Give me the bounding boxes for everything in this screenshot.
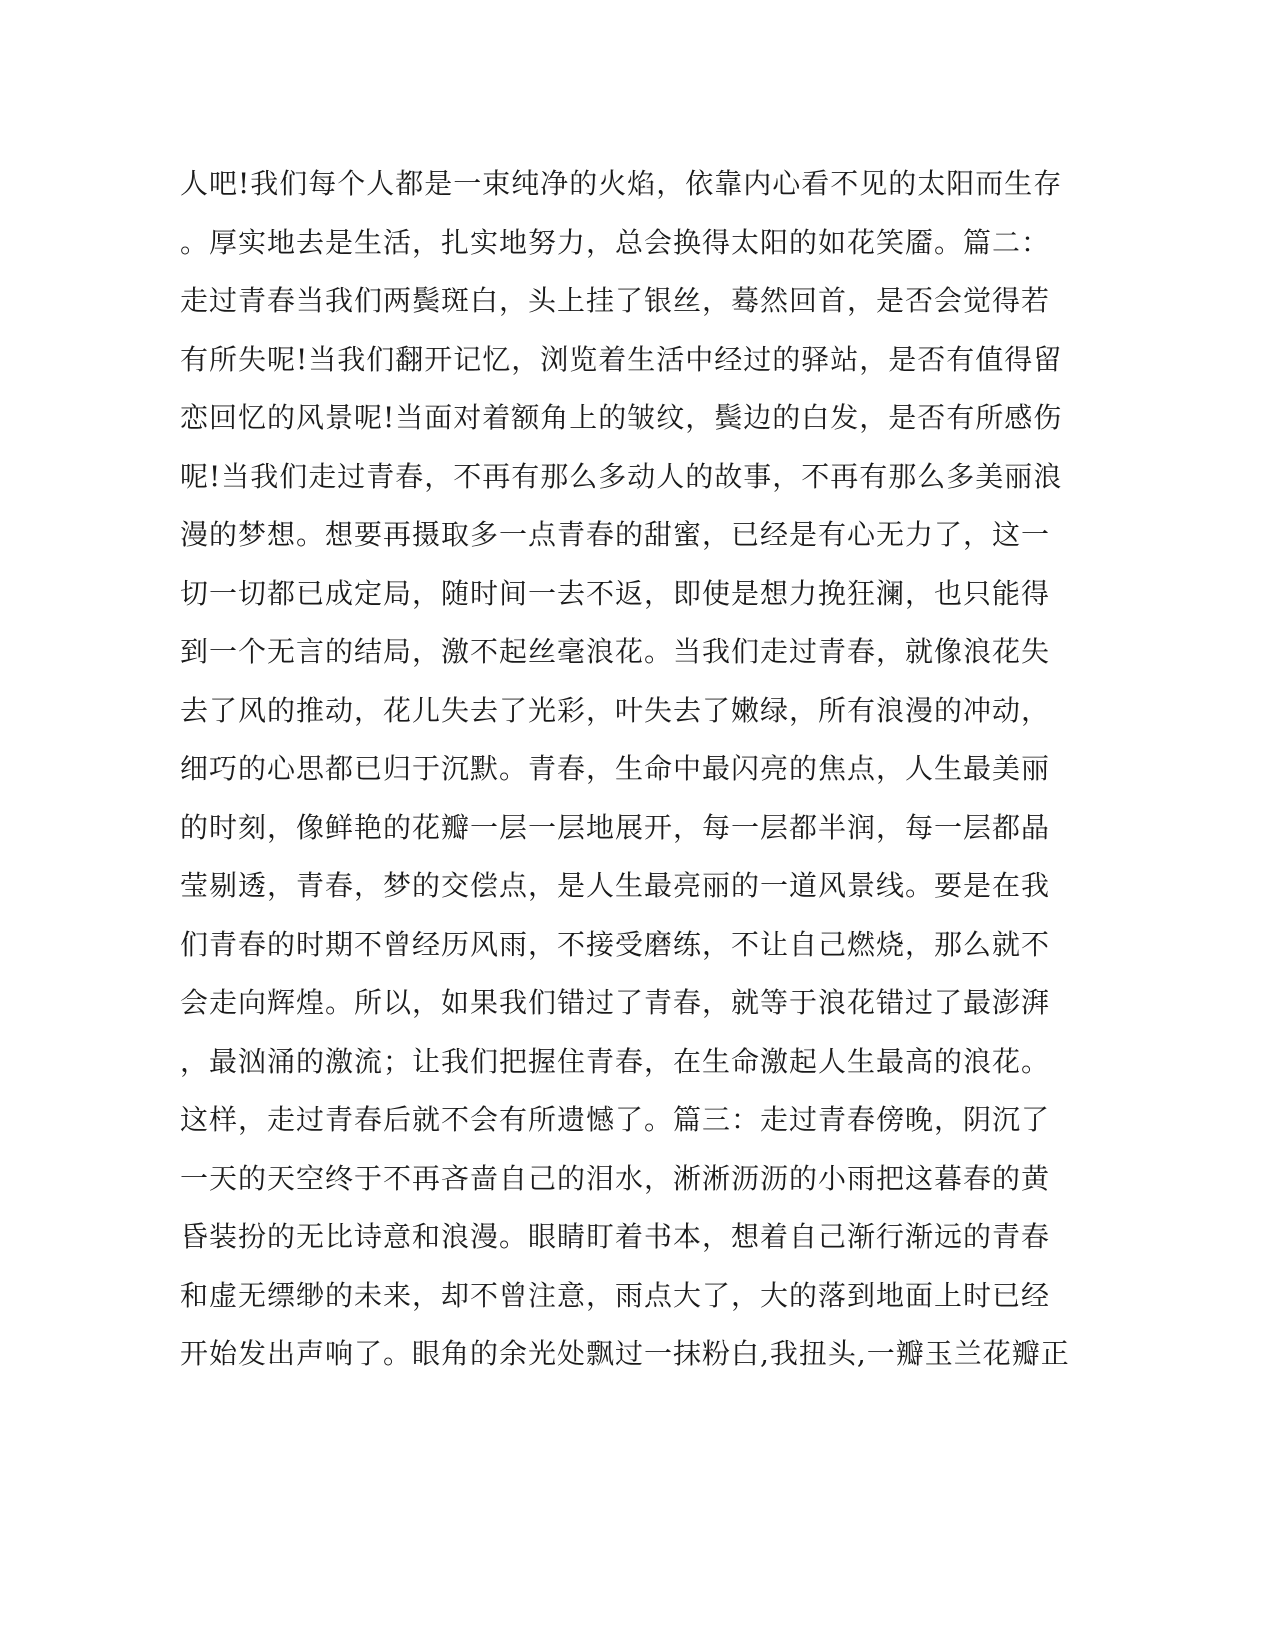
text-line: 漫的梦想。想要再摄取多一点青春的甜蜜，已经是有心无力了，这一: [180, 518, 1051, 551]
text-line: 会走向辉煌。所以，如果我们错过了青春，就等于浪花错过了最澎湃: [180, 986, 1051, 1019]
text-line: 们青春的时期不曾经历风雨，不接受磨练，不让自己燃烧，那么就不: [180, 927, 1051, 961]
text-line: 开始发出声响了。眼角的余光处飘过一抹粉白,我扭头,一瓣玉兰花瓣正: [180, 1337, 1070, 1370]
text-line: 切一切都已成定局，随时间一去不返，即使是想力挽狂澜，也只能得: [180, 576, 1051, 610]
text-line: 莹剔透，青春，梦的交偿点，是人生最亮丽的一道风景线。要是在我: [180, 869, 1051, 902]
text-line: 呢!当我们走过青春，不再有那么多动人的故事，不再有那么多美丽浪: [180, 459, 1063, 493]
text-line: 细巧的心思都已归于沉默。青春，生命中最闪亮的焦点，人生最美丽: [180, 752, 1051, 785]
text-line: ，最汹涌的激流；让我们把握住青春，在生命激起人生最高的浪花。: [180, 1044, 1051, 1078]
text-line: 去了风的推动，花儿失去了光彩，叶失去了嫩绿，所有浪漫的冲动，: [180, 693, 1051, 727]
text-line: 。厚实地去是生活，扎实地努力，总会换得太阳的如花笑靥。篇二：: [180, 225, 1051, 259]
text-line: 的时刻，像鲜艳的花瓣一层一层地展开，每一层都半润，每一层都晶: [180, 810, 1051, 844]
text-line: 昏装扮的无比诗意和浪漫。眼睛盯着书本，想着自己渐行渐远的青春: [180, 1220, 1051, 1253]
body-text: [180, 155, 1070, 1384]
text-line: 这样，走过青春后就不会有所遗憾了。篇三：走过青春傍晚，阴沉了: [180, 1103, 1051, 1136]
text-line: 有所失呢!当我们翻开记忆，浏览着生活中经过的驿站，是否有值得留: [180, 342, 1063, 376]
text-line: 恋回忆的风景呢!当面对着额角上的皱纹，鬓边的白发，是否有所感伤: [180, 401, 1063, 434]
text-line: 人吧!我们每个人都是一束纯净的火焰，依靠内心看不见的太阳而生存: [180, 167, 1063, 200]
text-line: 走过青春当我们两鬓斑白，头上挂了银丝，蓦然回首，是否会觉得若: [180, 284, 1051, 317]
text-line: 到一个无言的结局，激不起丝毫浪花。当我们走过青春，就像浪花失: [180, 635, 1051, 668]
text-line: 和虚无缥缈的未来，却不曾注意，雨点大了，大的落到地面上时已经: [180, 1278, 1051, 1312]
text-line: 一天的天空终于不再吝啬自己的泪水，淅淅沥沥的小雨把这暮春的黄: [180, 1161, 1051, 1195]
